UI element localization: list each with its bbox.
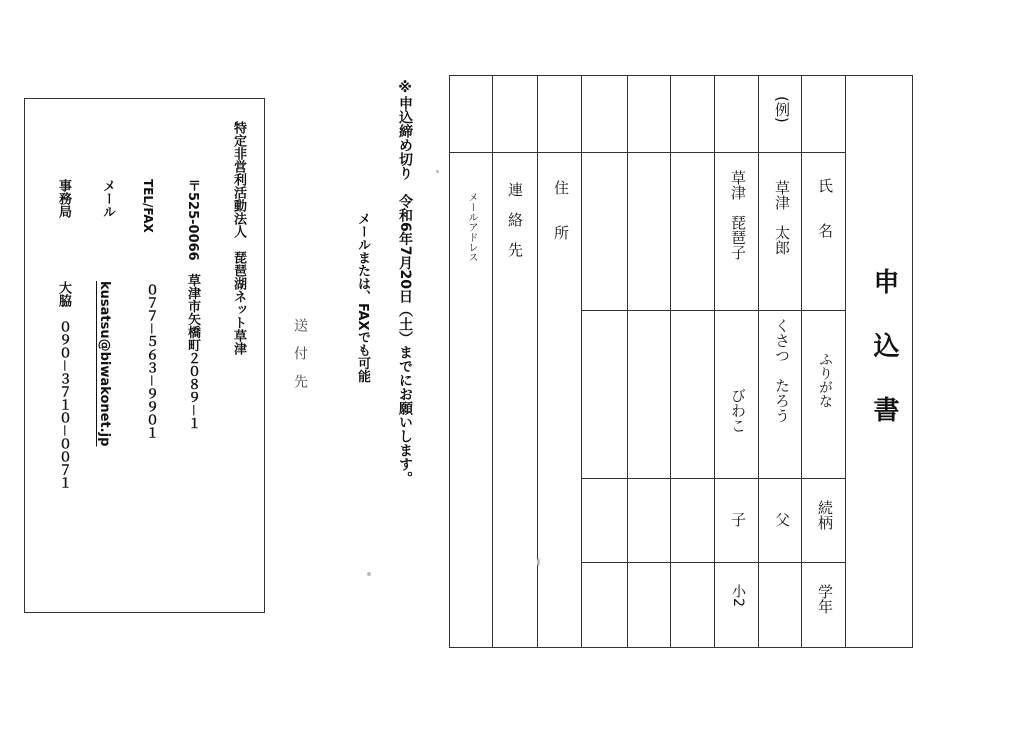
header-relation: 続柄 (816, 500, 834, 530)
form-title: 申 込 書 (869, 268, 899, 428)
application-form-table (449, 75, 913, 648)
header-grade: 学年 (816, 584, 834, 614)
example-name: 草津 太郎 (773, 180, 791, 255)
example-relation: 子 (729, 512, 747, 527)
example-name: 草津 琵琶子 (729, 170, 747, 260)
deadline-notice: ※申込締め切り 令和6年7月20日（土）までにお願いします。 (397, 80, 413, 485)
sender-org: 特定非営利活動法人 琵琶湖ネット草津 (231, 121, 246, 355)
scan-speck (436, 170, 439, 173)
mail-label: メール (100, 179, 115, 218)
address-label: 住 所 (552, 180, 570, 240)
email-label: メールアドレス (466, 192, 477, 262)
sender-address: 〒525-0066 草津市矢橋町２０８９－１ (185, 179, 200, 430)
tel-label: TEL/FAX (141, 179, 155, 233)
sender-heading: 送 付 先 (292, 318, 308, 388)
method-notice: メールまたは、FAXでも可能 (355, 212, 370, 383)
office-value: 大脇 ０９０－３７１０－００７１ (56, 281, 71, 490)
scan-speck (367, 572, 371, 576)
header-furigana: ふりがな (817, 352, 833, 408)
example-marker: (例) (773, 96, 791, 123)
tel-value: ０７７－５６３－９９０１ (143, 283, 158, 440)
office-label: 事務局 (56, 179, 71, 218)
example-grade: 小2 (730, 584, 746, 607)
example-relation: 父 (773, 512, 791, 527)
header-name: 氏 名 (816, 178, 834, 238)
scan-speck (537, 558, 540, 566)
example-furigana: くさつ たろう (773, 318, 791, 423)
mail-value: kusatsu@biwakonet.jp (97, 281, 112, 447)
example-furigana: びわこ (729, 388, 747, 433)
phone-label: 連 絡 先 (506, 182, 524, 257)
